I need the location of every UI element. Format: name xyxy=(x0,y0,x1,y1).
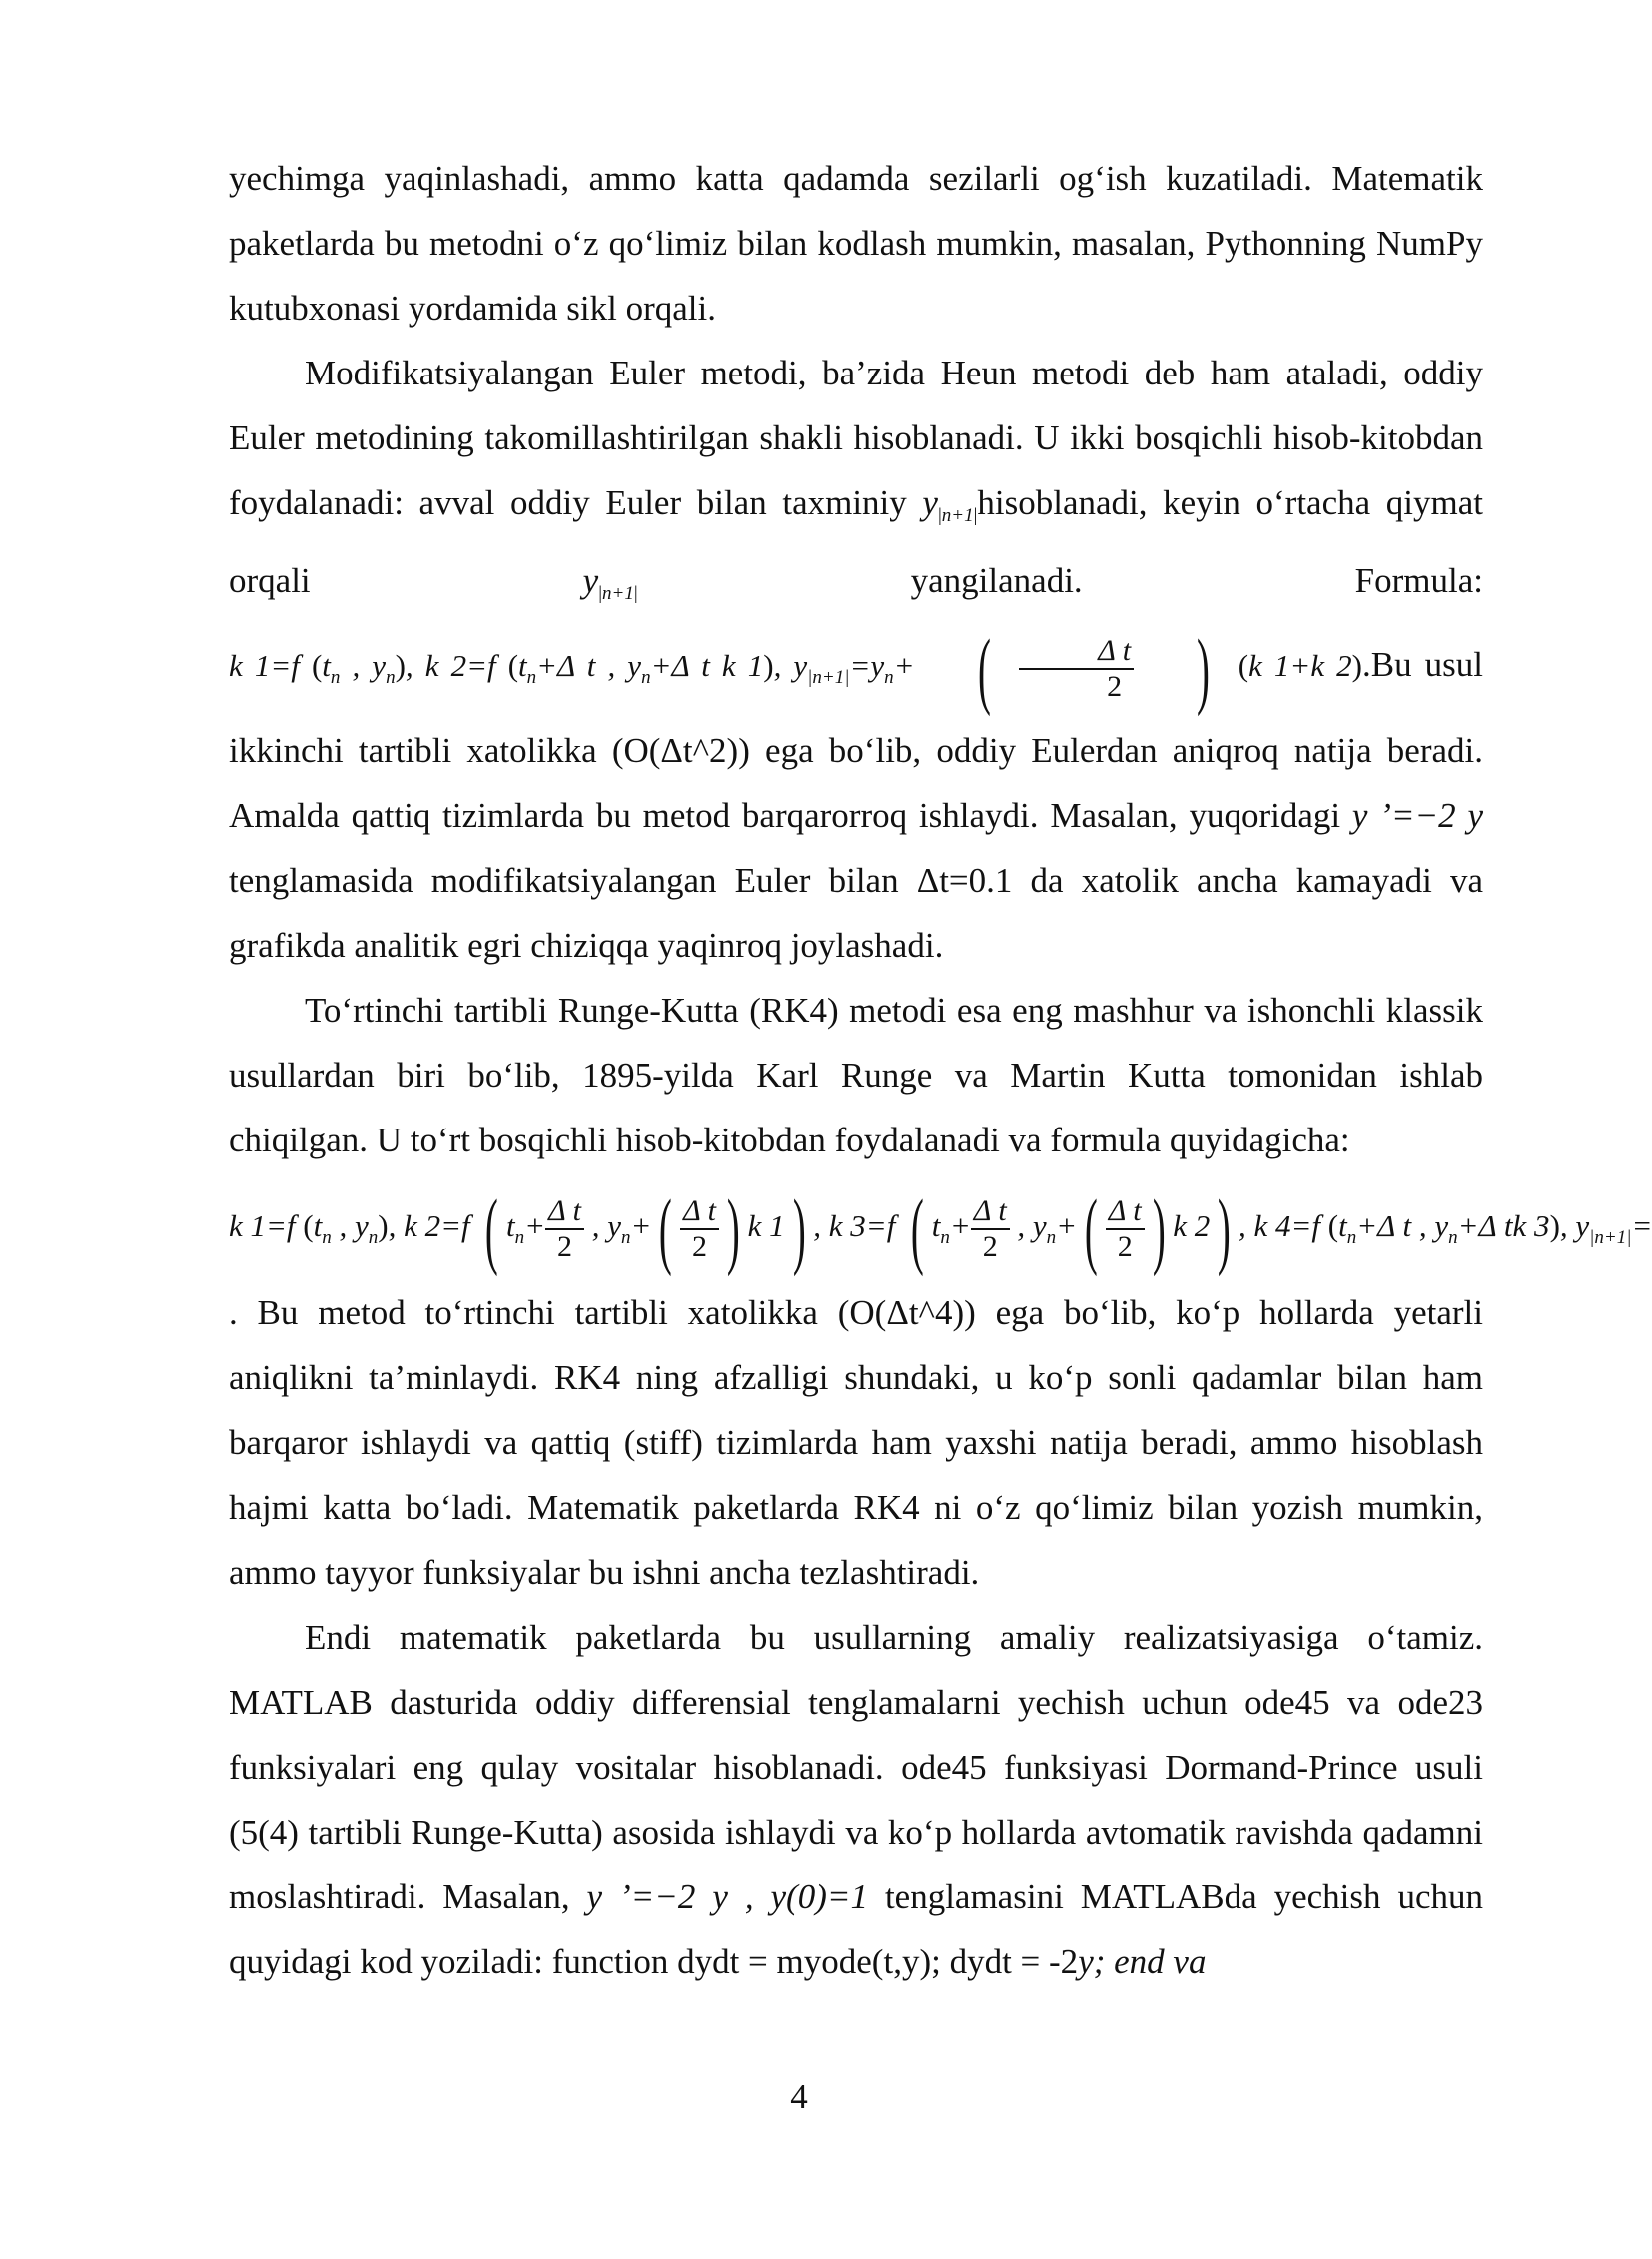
page-body xyxy=(229,146,1652,1994)
paragraph-3-text-a: To‘rtinchi tartibli Runge-Kutta (RK4) metodi esa eng mashhur va ishonchli klassik usullardan biri bo‘lib, 1895-yilda Karl Runge va Martin Kutta tomonidan ishlab chiqilgan. U to‘rt bosqichli hisob-kitobdan foydalanadi va formula quyidagicha: xyxy=(229,991,1483,1159)
paragraph-3 xyxy=(229,978,1483,1172)
math-y-n-plus-1: $y_{|n+1|}$ xyxy=(922,483,978,526)
paragraph-2 xyxy=(229,341,1483,978)
paragraph-4 xyxy=(229,1605,1483,1994)
paragraph-4-text-a: Endi matematik paketlarda bu usullarning amaliy realizatsiyasiga o‘tamiz. MATLAB dasturida oddiy differensial tenglamalarni yechish uchun ode45 va ode23 funksiyalari eng qulay vositalar hisoblanadi. ode45 funksiyasi Dormand-Prince usuli (5(4) tartibli Runge-Kutta) asosida ishlaydi va ko‘p hollarda avtomatik ravishda qadamni moslashtiradi. Masalan, xyxy=(229,1618,1483,1916)
paragraph-4-text-b: tenglamasini MATLABda yechish uchun quyidagi kod yoziladi: function dydt = myode(t,y); dydt = -2 xyxy=(229,1878,1483,1981)
paragraph-2-text-b: hisoblanadi, keyin o‘rtacha qiymat orqali xyxy=(229,483,1483,600)
rk4-formula: k 1=f ($t_n$ , $y_n$), k 2=f ( $t_n+$ $\frac{\text{Δ t}}{2}$ , $y_n+$( $\frac{\text{Δ t}}{2}$ ) k 1) , k 3=f ( $t_n+$ $\frac{\text{Δ t}}{2}$ , $y_n+$( $\frac{\text{Δ t}}{2}$ ) k 2) , k 4=f ($t_n+\Delta$ t , $y_n+\Delta$ tk 3), $y_{|n+1|}=$ xyxy=(229,1180,1652,1277)
paragraph-4-text-c: y; end va xyxy=(1078,1942,1207,1981)
paragraph-3-text-b: . Bu metod to‘rtinchi tartibli xatolikka (O(Δt^4)) ega bo‘lib, ko‘p hollarda yetarli aniqlikni ta’minlaydi. RK4 ning afzalligi shundaki, u ko‘p sonli qadamlar bilan ham barqaror ishlaydi va qattiq (stiff) tizimlarda ham yaxshi natija beradi, ammo hisoblash hajmi katta bo‘ladi. Matematik paketlarda RK4 ni o‘z qo‘limiz bilan yozish mumkin, ammo tayyor funksiyalar bu ishni ancha tezlashtiradi. xyxy=(229,1293,1483,1592)
paragraph-2-text-c: yangilanadi. Formula: xyxy=(637,561,1483,600)
math-y-prime-eq: y ’=−2 y xyxy=(1351,796,1483,835)
paragraph-2-text-e: tenglamasida modifikatsiyalangan Euler bilan Δt=0.1 da xatolik ancha kamayadi va grafikda analitik egri chiziqqa yaqinroq joylashadi. xyxy=(229,861,1483,965)
paragraph-1-text: yechimga yaqinlashadi, ammo katta qadamda sezilarli og‘ish kuzatiladi. Matematik paketlarda bu metodni o‘z qo‘limiz bilan kodlash mumkin, masalan, Pythonning NumPy kutubxonasi yordamida sikl orqali. xyxy=(229,159,1483,328)
math-ivp: y ’=−2 y , y(0)=1 xyxy=(586,1878,868,1916)
math-y-n-plus-1-second: $y_{|n+1|}$ xyxy=(582,561,638,604)
heun-formula: k 1=f ($t_n$ , $y_n$), k 2=f ($t_n+\Delta$ t , $y_n+\Delta$ t k 1), $y_{|n+1|}=y_n+$ ( $\frac{\text{Δ t}}{2}$ ) (k 1+k 2) xyxy=(229,620,1362,717)
paragraph-2-text-a: Modifikatsiyalangan Euler metodi, ba’zida Heun metodi deb ham ataladi, oddiy Euler metodining takomillashtirilgan shakli hisoblanadi. U ikki bosqichli hisob-kitobdan foydalanadi: avval oddiy Euler bilan taxminiy xyxy=(229,354,1483,522)
paragraph-3-continued xyxy=(229,1280,1483,1605)
page-number: 4 xyxy=(790,2077,808,2116)
paragraph-1 xyxy=(229,146,1483,341)
paragraph-2-text-d: .Bu usul ikkinchi tartibli xatolikka (O(Δt^2)) ega bo‘lib, oddiy Eulerdan aniqroq natija beradi. Amalda qattiq tizimlarda bu metod barqarorroq ishlaydi. Masalan, yuqoridagi xyxy=(229,645,1484,835)
